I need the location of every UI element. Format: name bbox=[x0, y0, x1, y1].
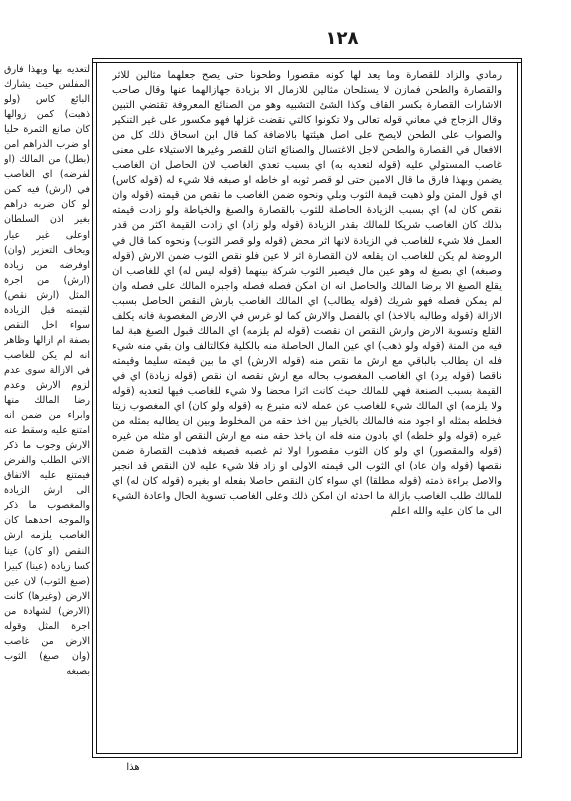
main-paragraph: (قوله زيادة) اي في القيمة بسبب الصنعة فهي للمالك حيث كانت اثرا محضا ولا شيء للغاصب فيها لتعديه (قوله ولا يلزمه) اي المالك شيء للغاصب عن عمله لانه متبرع به (قوله ولو كان) اي المغصوب زيتا فخلطه بمثله او اجود منه فالمالك بالخيار بين اخذ حقه من المخلوط وبين ان يطالبه بمثله من غيره (قوله ولو خلطه) اي بادون منه فله ان ياخذ حقه منه مع ارش النقص او مثله من غيره bbox=[112, 370, 502, 443]
margin-commentary bbox=[4, 62, 90, 702]
main-paragraph: (قوله والمقصور) اي ولو كان الثوب مقصورا اولا ثم غصبه فصبغه فذهبت القصارة ضمن نقصها (قوله وان عاد) اي الثوب الى قيمته الاولى او زاد فلا شيء عليه لان النقص قد انجبر والاصل براءة ذمته (قوله مطلقا) اي سواء كان النقص حاصلا بفعله او بغيره (قوله كان له) اي للمالك طلب الغاصب بازالة ما احدثه ان امكن ذلك وعلى الغاصب تسوية الحال واعادة الشيء الى ما كان عليه والله اعلم bbox=[112, 446, 502, 518]
margin-paragraph: (ارش نقص) لقيمته قبل الزيادة سواء اخل النقص بصفة ام ازالها وظاهر انه لم يكن للغاصب في الازالة سوى عدم لزوم الارش وعدم رضا المالك منها وابراء من ضمن انه امتنع عليه وسقط عنه الارش وجوب ما ذكر الاتي الطلب والفرض فيمتنع عليه الاتفاق الى ارش الزيادة والمغصوب ما ذكر والموجه احدهما كان الغاصب يلزمه bbox=[4, 289, 90, 542]
page-number: ١٢٨ bbox=[325, 28, 359, 49]
main-paragraph: رمادي والزاد للقصارة وما يعد لها كونه مقصورا وطحونا حتى يصح جعلهما مثالين للاثر والقصارة والطحن فمازن لا يستلحان مثالين للازمال الا بزيادة جهازالهما عنها وقال صاحب الاشارات القصارة بكسر القاف وكذا الشئ التشبيه وهو من الصنائع المعروفة تقتضي التبين وقال الزجاج في معاني قوله تعالى ولا تكونوا كالتي نقضت غزلها فهو مكسور على غير التنكير والصواب على الطحن لايصح على اصل هيئتها بالاضافة كما قال ابن اسحاق ذلك كل من الافعال في القصارة والطحن لاجل الاغتسال والصنائع اثنان للقصر وغيرها الاستيلاء على معنى غاصب المستولي عليه bbox=[112, 70, 502, 172]
main-paragraph: (قوله لتعديه به) اي بسبب تعدي الغاصب لان الحاصل ان الغاصب يضمن وبهذا فارق ما قال الامين حتى لو قصر ثوبه او خاطه او صبغه فلا شيء له (قوله كاس) اي قول المتن ولو ذهبت قيمة الثوب وبلي ونحوه ضمن الغاصب ما نقص من قيمته (قوله وان نقص كان له) اي بسبب الزيادة الحاصلة للثوب بالقصارة والصبغ والخياطة ولو زادت قيمته بذلك كان الغاصب شريكا للمالك بقدر الزيادة (قوله ولو زاد) اي زادت القيمة اكثر من قدر العمل فلا شيء للغاصب في الزيادة لانها اثر محض bbox=[112, 160, 502, 247]
margin-paragraph: ارش النقص (او كان) عينا كسا زيادة (عينا) كبيرا (صبغ الثوب) لان عين الارض (وغيرها) كانت (الارض) لشهادة من اجرة المثل وقوله الارض من غاصب (وان صبغ) الثوب بصبغه bbox=[4, 530, 90, 677]
main-paragraph: (قوله ولو قصر الثوب) ونحوه كما قال في الروضة لم يكن للغاصب ان يقلعه لان القصارة اثر لا عين فلو نقص الثوب ضمن الارش (قوله وصبغه) اي بصبغ له وهو عين مال فيصير الثوب شركة بينهما (قوله ليس له) اي للغاصب ان يقلع الصبغ الا برضا المالك والحاصل انه ان امكن فصله فصله واجبره المالك على فصله وان لم يمكن فصله فهو شريك (قوله يطالب) اي المالك الغاصب بارش النقص الحاصل بسبب الازالة bbox=[112, 235, 502, 322]
catchword: هذا bbox=[126, 762, 140, 773]
main-paragraph: (قوله وطالبه بالاخذ) اي بالفصل والارش كما لو غرس في الارض المغصوبة فانه يكلف القلع وتسوية الارض وارش النقص ان نقصت (قوله لم يلزمه) اي المالك قبول الصبغ هبة لما فيه من المنة (قوله ولو ذهب) اي عين المال الحاصلة منه بالكلية فكالتالف وان بقي منه شيء فله ان يطالب بالباقي مع ارش ما نقص منه (قوله الارش) اي ما بين قيمته سليما وقيمته ناقصا (قوله يرد) اي الغاصب المغصوب بحاله مع ارش نقصه ان نقص bbox=[112, 310, 502, 382]
main-text-block bbox=[112, 68, 502, 750]
margin-paragraph: لتعديه بها وبهذا فارق المفلس حيث يشارك البائع كاس (ولو ذهبت) كمن زوالها كان صانع الثمرة حليا او ضرب الدراهم امن (بطل) من المالك (او لفرضه) اي الغاصب في (ارش) فيه كمن لو كان ضربه دراهم بغير اذن السلطان اوعلى غير عيار ويخاف التعزير (وان) اوفرضه من زيادة (ارش) من اجرة المثل bbox=[4, 64, 90, 301]
